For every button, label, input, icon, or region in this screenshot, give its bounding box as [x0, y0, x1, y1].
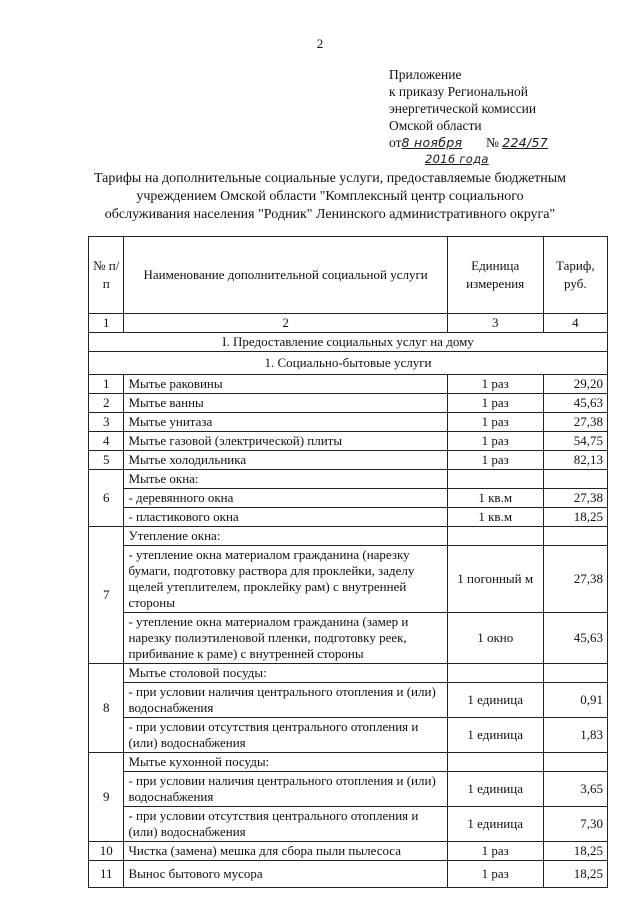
header-tariff: Тариф, руб.: [543, 237, 607, 314]
table-subrow: [89, 772, 608, 807]
row-num: 3: [89, 413, 124, 432]
subsection-row: [89, 352, 608, 375]
table-row: [89, 753, 608, 772]
table-row: [89, 527, 608, 546]
row-num: 7: [89, 527, 124, 664]
subsection-title: 1. Социально-бытовые услуги: [89, 352, 608, 375]
table-row: [89, 394, 608, 413]
header-num: № п/п: [89, 237, 124, 314]
handwritten-year: 2016 года: [425, 152, 489, 166]
row-price: 82,13: [543, 451, 607, 470]
row-unit: 1 окно: [447, 613, 543, 664]
row-num: 5: [89, 451, 124, 470]
title-line-2: учреждением Омской области "Комплексный центр социального: [136, 189, 524, 204]
row-num: 2: [89, 394, 124, 413]
table-row: [89, 861, 608, 888]
table-subrow: [89, 807, 608, 842]
row-unit: 1 единица: [447, 683, 543, 718]
table-row: [89, 842, 608, 861]
col-number: 2: [124, 314, 447, 333]
table-row: [89, 413, 608, 432]
row-name: Чистка (замена) мешка для сбора пыли пылесоса: [124, 842, 447, 861]
appendix-line-1: Приложение: [389, 67, 462, 82]
row-unit: 1 раз: [447, 451, 543, 470]
row-unit: 1 раз: [447, 861, 543, 888]
row-unit: 1 раз: [447, 375, 543, 394]
row-price: 0,91: [543, 683, 607, 718]
row-group-title: Мытье столовой посуды:: [124, 664, 447, 683]
row-price: 27,38: [543, 489, 607, 508]
row-price: 27,38: [543, 546, 607, 613]
handwritten-number: 224/57: [502, 135, 548, 150]
row-name: - утепление окна материалом гражданина (замер и нарезку полиэтиленовой пленки, подготовку реек, прибивание к раме) с внутренней стороны: [124, 613, 447, 664]
row-num: 11: [89, 861, 124, 888]
table-subrow: [89, 613, 608, 664]
appendix-line-2: к приказу Региональной: [389, 84, 528, 99]
section-title: I. Предоставление социальных услуг на дому: [89, 333, 608, 352]
row-price: 3,65: [543, 772, 607, 807]
row-num: 8: [89, 664, 124, 753]
row-name: - при условии наличия центрального отопления и (или) водоснабжения: [124, 772, 447, 807]
document-title: [40, 170, 620, 224]
row-unit: 1 раз: [447, 394, 543, 413]
row-unit: 1 единица: [447, 772, 543, 807]
row-price: 54,75: [543, 432, 607, 451]
col-number: 1: [89, 314, 124, 333]
row-group-title: Мытье кухонной посуды:: [124, 753, 447, 772]
row-price: 45,63: [543, 394, 607, 413]
row-price: 18,25: [543, 861, 607, 888]
title-line-1: Тарифы на дополнительные социальные услуги, предоставляемые бюджетным: [93, 171, 567, 186]
row-unit: 1 раз: [447, 842, 543, 861]
row-unit: 1 единица: [447, 807, 543, 842]
row-unit: 1 единица: [447, 718, 543, 753]
row-group-title: Утепление окна:: [124, 527, 447, 546]
table-row: [89, 470, 608, 489]
appendix-date-line: [389, 134, 548, 151]
col-number: 4: [543, 314, 607, 333]
row-name: Мытье раковины: [124, 375, 447, 394]
row-num: 4: [89, 432, 124, 451]
appendix-block: [389, 66, 548, 151]
header-unit: Единица измерения: [447, 237, 543, 314]
row-unit: 1 раз: [447, 413, 543, 432]
row-group-title: Мытье окна:: [124, 470, 447, 489]
row-name: - при условии отсутствия центрального отопления и (или) водоснабжения: [124, 718, 447, 753]
row-price: 27,38: [543, 413, 607, 432]
row-name: - при условии отсутствия центрального отопления и (или) водоснабжения: [124, 807, 447, 842]
handwritten-date: 8 ноября: [401, 135, 463, 150]
row-price: 7,30: [543, 807, 607, 842]
table-row: [89, 432, 608, 451]
row-name: Мытье газовой (электрической) плиты: [124, 432, 447, 451]
title-line-3: обслуживания населения "Родник" Ленинского административного округа": [104, 207, 556, 222]
row-num: 1: [89, 375, 124, 394]
col-number: 3: [447, 314, 543, 333]
row-num: 9: [89, 753, 124, 842]
row-price: 18,25: [543, 842, 607, 861]
row-price: 1,83: [543, 718, 607, 753]
row-price: 29,20: [543, 375, 607, 394]
table-header-row: [89, 237, 608, 314]
table-subrow: [89, 546, 608, 613]
tariff-table: [88, 236, 608, 888]
table-subrow: [89, 508, 608, 527]
table-subrow: [89, 718, 608, 753]
appendix-line-3: энергетической комиссии: [389, 101, 537, 116]
row-price: 45,63: [543, 613, 607, 664]
row-name: - при условии наличия центрального отопления и (или) водоснабжения: [124, 683, 447, 718]
row-name: Мытье унитаза: [124, 413, 447, 432]
header-name: Наименование дополнительной социальной услуги: [124, 237, 447, 314]
row-name: - деревянного окна: [124, 489, 447, 508]
number-label: №: [485, 135, 499, 150]
row-name: - пластикового окна: [124, 508, 447, 527]
row-name: - утепление окна материалом гражданина (нарезку бумаги, подготовку раствора для проклейки, заделу щелей утеплителем, проклейку рам) с внутренней стороны: [124, 546, 447, 613]
from-label: от: [389, 135, 402, 150]
appendix-line-4: Омской области: [389, 118, 482, 133]
row-unit: 1 погонный м: [447, 546, 543, 613]
row-unit: 1 раз: [447, 432, 543, 451]
page-number: 2: [316, 36, 324, 51]
row-name: Мытье ванны: [124, 394, 447, 413]
row-name: Вынос бытового мусора: [124, 861, 447, 888]
row-name: Мытье холодильника: [124, 451, 447, 470]
row-unit: 1 кв.м: [447, 489, 543, 508]
table-row: [89, 375, 608, 394]
column-number-row: [89, 314, 608, 333]
row-num: 6: [89, 470, 124, 527]
table-subrow: [89, 489, 608, 508]
table-row: [89, 664, 608, 683]
section-row: [89, 333, 608, 352]
table-subrow: [89, 683, 608, 718]
row-price: 18,25: [543, 508, 607, 527]
row-num: 10: [89, 842, 124, 861]
row-unit: 1 кв.м: [447, 508, 543, 527]
table-row: [89, 451, 608, 470]
